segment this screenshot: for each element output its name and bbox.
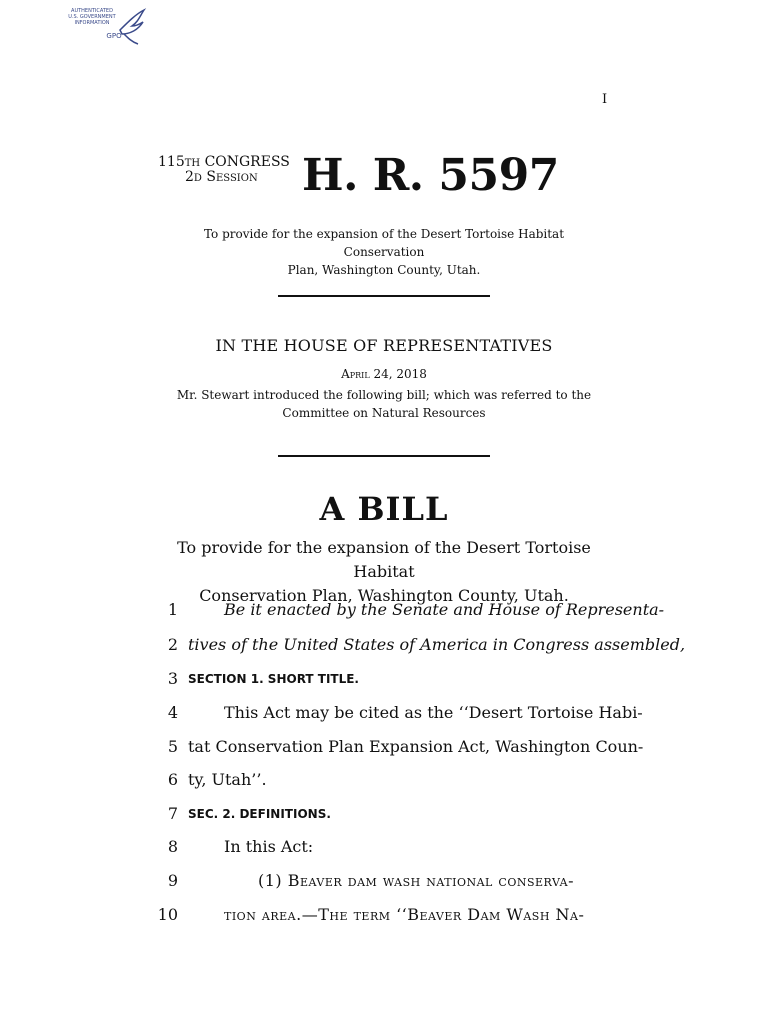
introduction-date: April 24, 2018 xyxy=(341,367,427,381)
definition-heading-line: tion area.—The term ‘‘Beaver Dam Wash Na- xyxy=(224,905,585,924)
line-number: 2 xyxy=(167,635,178,654)
introduction-line-2: Committee on Natural Resources xyxy=(282,406,486,420)
line-number: 10 xyxy=(157,905,178,924)
enacting-clause-line: Be it enacted by the Senate and House of Representa- xyxy=(224,600,665,619)
section-heading: SECTION 1. SHORT TITLE. xyxy=(188,672,359,686)
long-title-line-2: Conservation Plan, Washington County, Utah. xyxy=(199,586,569,605)
section-text-line: tat Conservation Plan Expansion Act, Washington Coun- xyxy=(188,737,644,756)
section-text-line: ty, Utah’’. xyxy=(188,770,267,789)
line-number: 8 xyxy=(167,837,178,856)
line-number: 4 xyxy=(167,703,178,722)
gpo-authenticated-logo xyxy=(58,4,150,48)
long-title-line-1: To provide for the expansion of the Desert Tortoise Habitat xyxy=(177,538,591,581)
section-heading: SEC. 2. DEFINITIONS. xyxy=(188,807,331,821)
short-purpose-line-1: To provide for the expansion of the Desert Tortoise Habitat Conservation xyxy=(203,227,565,259)
logo-line-4: GPO xyxy=(106,32,122,40)
section-text-line: In this Act: xyxy=(224,837,314,856)
enacting-clause-line: tives of the United States of America in Congress assembled, xyxy=(188,635,686,654)
divider-rule xyxy=(278,455,490,457)
chamber-heading: IN THE HOUSE OF REPRESENTATIVES xyxy=(215,336,553,355)
line-number: 7 xyxy=(167,804,178,823)
long-title xyxy=(160,536,608,608)
line-number: 9 xyxy=(167,871,178,890)
gpo-eagle-icon xyxy=(58,4,150,48)
page-marker: I xyxy=(602,92,608,107)
short-purpose xyxy=(168,225,600,279)
document-type-heading: A BILL xyxy=(319,490,449,528)
session-label: 2d Session xyxy=(185,169,258,185)
short-purpose-line-2: Plan, Washington County, Utah. xyxy=(287,263,481,277)
congress-session-block xyxy=(158,155,290,185)
section-text-line: This Act may be cited as the ‘‘Desert Tortoise Habi- xyxy=(224,703,643,722)
logo-line-2: U.S. GOVERNMENT xyxy=(68,14,116,20)
congress-label: 115th CONGRESS xyxy=(158,154,290,170)
line-number: 6 xyxy=(167,770,178,789)
logo-line-1: AUTHENTICATED xyxy=(71,8,113,14)
introduction-line-1: Mr. Stewart introduced the following bill; which was referred to the xyxy=(176,388,592,402)
logo-line-3: INFORMATION xyxy=(74,20,110,26)
line-number: 5 xyxy=(167,737,178,756)
bill-number: H. R. 5597 xyxy=(302,150,559,201)
introduction-statement xyxy=(168,386,600,422)
definition-heading-line: (1) Beaver dam wash national conserva- xyxy=(258,871,574,890)
line-number: 3 xyxy=(167,669,178,688)
divider-rule xyxy=(278,295,490,297)
line-number: 1 xyxy=(167,600,178,619)
